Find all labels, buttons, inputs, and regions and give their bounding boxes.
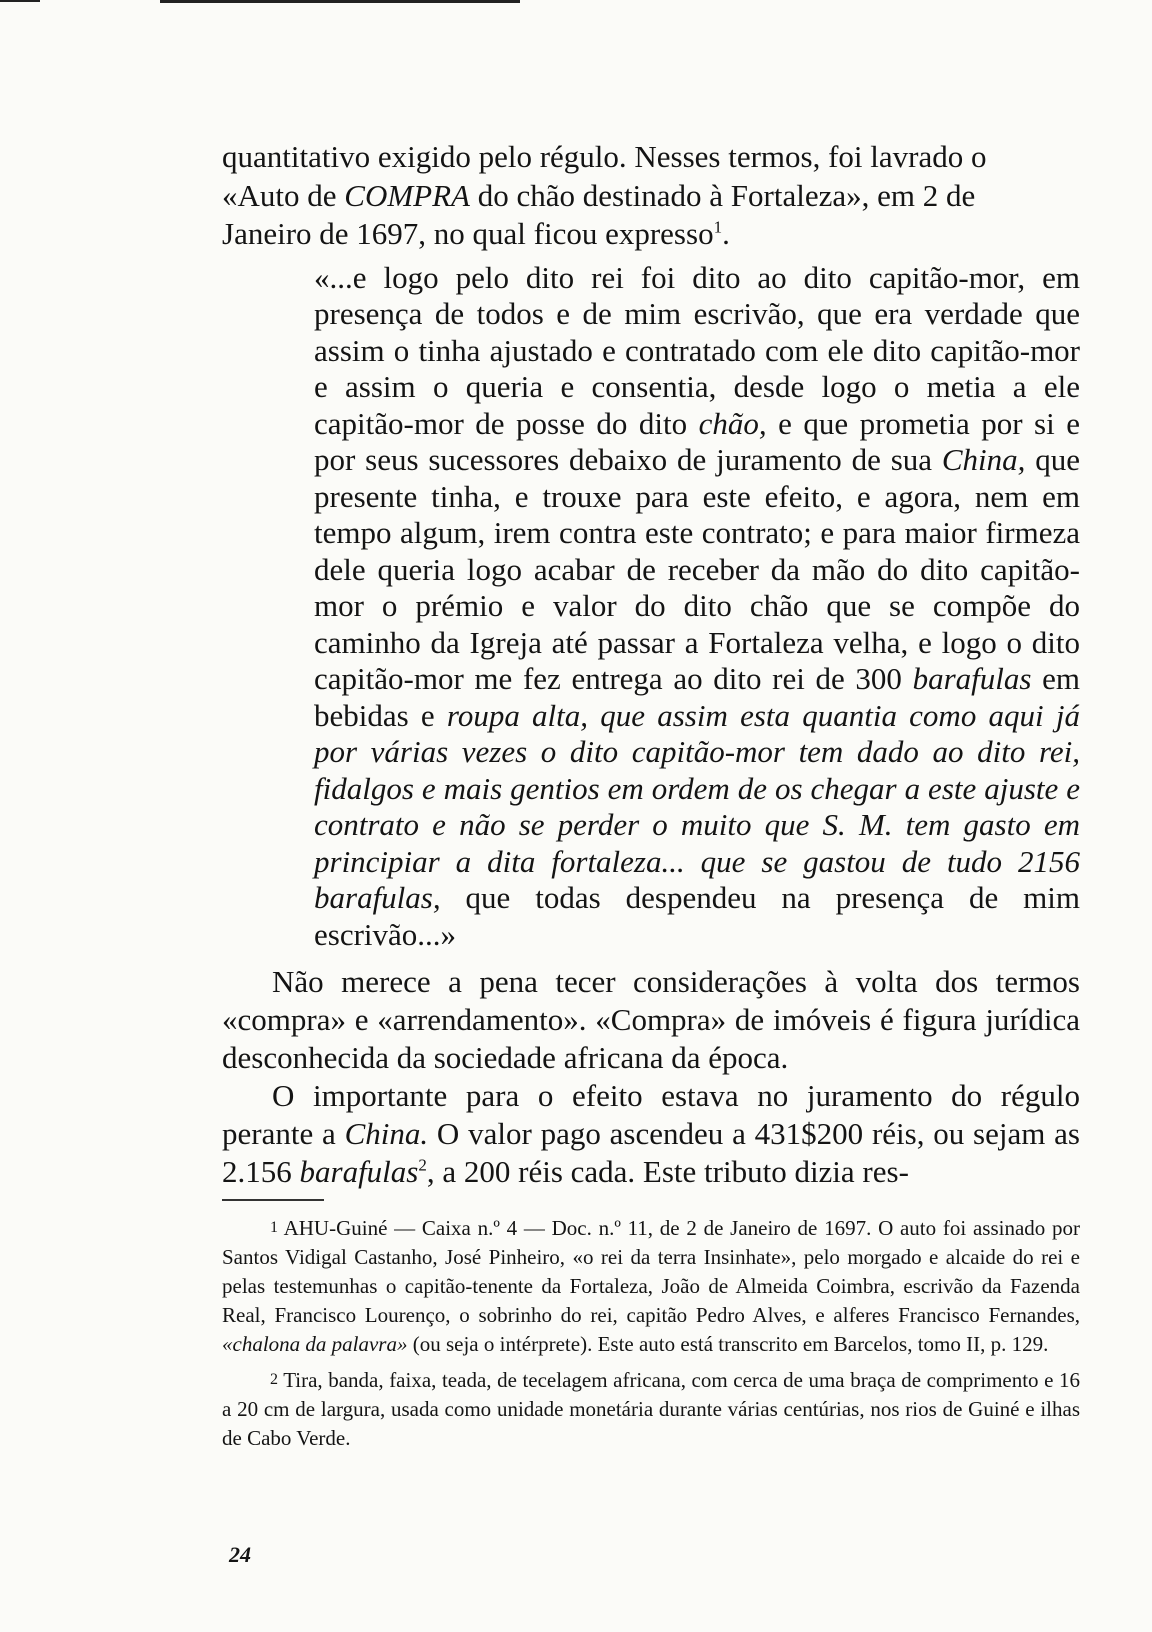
opening-line-2a: «Auto de [222,177,345,213]
footnote-ref-1: 1 [713,217,723,237]
opening-paragraph [222,138,1080,254]
footnote-1 [222,1213,1080,1359]
footnote-2-text: Tira, banda, faixa, teada, de tecelagem africana, com cerca de uma braça de comprimento e 16 a 20 cm de largura, usada como unidade monetária durante várias centúrias, nos rios de Guiné e ilhas de Cabo Verde. [222,1368,1081,1450]
footnote-1-number: 1 [270,1219,278,1236]
footnote-ref-2: 2 [418,1155,427,1175]
quote-italic-roupa: roupa alta, que assim esta quantia como aqui já por várias vezes o dito capitão-mor tem dado ao dito rei, fidalgos e mais gentios em ordem de os chegar a este ajuste e contrato e não se perder o muito que S. M. tem gasto em principiar a dita fortaleza... que se gastou de tudo 2156 barafulas, [314,697,1080,915]
opening-line-2b: do chão destinado à Fortaleza», em 2 de [469,177,976,213]
top-edge-mark [0,0,40,2]
para2-italic-barafulas: barafulas [299,1154,419,1189]
quote-part-a: «...e logo pelo dito rei foi dito ao dito capitão-mor, em presença de todos e de mim escrivão, que era verdade que assim o tinha ajustado e contratado com ele dito capitão-mor e assim o queria e consentia, desde logo o metia a ele capitão-mor de posse do dito [314,259,1080,441]
para2-italic-china: China. [344,1116,429,1151]
footnote-2-number: 2 [270,1371,278,1388]
quote-italic-barafulas: barafulas [912,661,1032,696]
opening-line-1: quantitativo exigido pelo régulo. Nesses termos, foi lavrado o [222,139,987,174]
paragraph-compra: Não merece a pena tecer considerações à volta dos termos «compra» e «arrendamento». «Compra» de imóveis é figura jurídica desconhecida da sociedade africana da época. [222,964,1080,1075]
quote-part-e: que todas despendeu na presença de mim escrivão...» [314,880,1080,952]
quote-part-c: que presente tinha, e trouxe para este efeito, e agora, nem em tempo algum, irem contra este contrato; e para maior firmeza dele queria logo acabar de receber da mão do dito capitão-mor o prémio e valor do dito chão que se compõe do caminho da Igreja até passar a Fortaleza velha, e logo o dito capitão-mor me fez entrega ao dito rei de 300 [314,442,1080,696]
quote-italic-china: China, [941,442,1026,477]
footnote-1-text-a: AHU-Guiné — Caixa n.º 4 — Doc. n.º 11, de 2 de Janeiro de 1697. O auto foi assinado por Santos Vidigal Castanho, José Pinheiro, «o rei da terra Insinhate», pelo morgado e alcaide do rei e pelas testemunhas o capitão-tenente da Fortaleza, João de Almeida Coimbra, escrivão da Fazenda Real, Francisco Lourenço, o sobrinho do rei, capitão Pedro Alves, e alferes Francisco Fernandes, [222,1216,1081,1327]
page-number: 24 [229,1542,251,1567]
para2-part-c: , a 200 réis cada. Este tributo dizia res- [426,1154,909,1189]
quote-part-d: em bebidas e [314,661,1080,733]
block-quote [314,260,1080,954]
paragraph-juramento [222,1077,1080,1191]
top-edge-rule [160,0,520,3]
opening-line-3-end: . [722,216,730,251]
para2-part-b: O valor pago ascendeu a 431$200 réis, ou sejam as 2.156 [222,1116,1080,1189]
compra-term: COMPRA [344,177,470,213]
para2-part-a: O importante para o efeito estava no juramento do régulo perante a [222,1078,1080,1151]
footnote-2 [222,1365,1080,1453]
page-content [222,138,1080,1453]
opening-line-3: Janeiro de 1697, no qual ficou expresso [222,216,714,251]
footnote-1-italic: «chalona da palavra» [222,1332,408,1356]
footnote-1-text-b: (ou seja o intérprete). Este auto está transcrito em Barcelos, tomo II, p. 129. [407,1332,1049,1356]
quote-part-b: e que prometia por si e por seus sucessores debaixo de juramento de sua [314,405,1080,477]
quote-italic-chao: chão, [698,405,767,441]
footnote-divider [222,1199,324,1201]
